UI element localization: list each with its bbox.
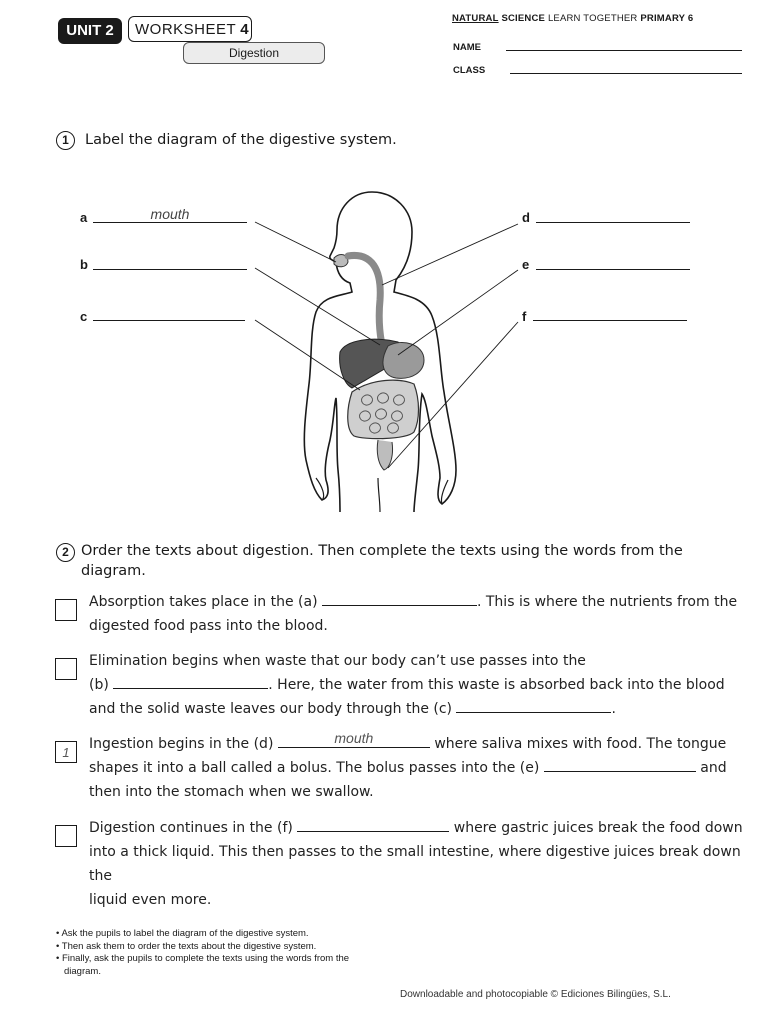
label-b-letter: b (80, 257, 88, 272)
absorption-line-1b: . This is where the nutrients from the (476, 594, 738, 610)
question-2-line-2: diagram. (81, 563, 146, 579)
stomach-shape (383, 342, 424, 378)
order-box-ingestion[interactable]: 1 (55, 741, 77, 763)
label-f-letter: f (522, 309, 527, 324)
label-a-answer: mouth (150, 206, 190, 222)
elimination-line-3b: . (611, 701, 616, 717)
question-2-line-1: Order the texts about digestion. Then complete the texts using the words from the (81, 543, 683, 559)
label-e-letter: e (522, 257, 530, 272)
teacher-notes (56, 928, 366, 978)
blank-b[interactable] (113, 673, 268, 689)
note-1: • Ask the pupils to label the diagram of the digestive system. (56, 928, 309, 939)
series-learn: LEARN TOGETHER (547, 13, 638, 24)
ingestion-line-1b: where saliva mixes with food. The tongue (434, 736, 727, 752)
series-natural: NATURAL (452, 13, 499, 24)
note-3: • Finally, ask the pupils to complete the texts using the words from the diagram. (56, 953, 350, 977)
question-2-number: 2 (56, 543, 75, 562)
digestion-line-1a: Digestion continues in the (f) (89, 820, 293, 836)
ingestion-line-2a: shapes it into a ball called a bolus. The bolus passes into the (e) (89, 760, 540, 776)
worksheet-word: WORKSHEET (135, 21, 237, 38)
elimination-line-2a: (b) (89, 677, 109, 693)
blank-d-answer: mouth (334, 730, 374, 746)
ingestion-line-2b: and (700, 760, 727, 776)
text-ingestion (89, 732, 739, 804)
pointer-b (255, 268, 380, 345)
esophagus-shape (348, 255, 384, 352)
order-box-elimination[interactable] (55, 658, 77, 680)
name-label: NAME (453, 42, 481, 53)
elimination-line-3a: and the solid waste leaves our body through the (c) (89, 701, 453, 717)
absorption-line-2: digested food pass into the blood. (89, 618, 328, 634)
text-elimination (89, 649, 739, 721)
order-box-absorption[interactable] (55, 599, 77, 621)
label-c-letter: c (80, 309, 88, 324)
absorption-line-1a: Absorption takes place in the (a) (89, 594, 318, 610)
digestion-line-1b: where gastric juices break the food down (453, 820, 743, 836)
label-a-letter: a (80, 210, 88, 225)
note-2: • Then ask them to order the texts about the digestive system. (56, 940, 317, 952)
text-absorption (89, 590, 739, 638)
ingestion-line-3: then into the stomach when we swallow. (89, 784, 374, 800)
digestion-line-2: into a thick liquid. This then passes to the small intestine, where digestive juices break down the (89, 844, 741, 884)
shoulder-detail (316, 478, 448, 504)
blank-f[interactable] (297, 816, 449, 832)
blank-c[interactable] (456, 697, 611, 713)
question-1-number: 1 (56, 131, 75, 150)
unit-badge: UNIT 2 (58, 18, 122, 44)
pointer-d (382, 224, 518, 285)
question-2-text (81, 541, 731, 581)
label-d-letter: d (522, 210, 530, 225)
pointer-a (255, 222, 336, 262)
ingestion-line-1a: Ingestion begins in the (d) (89, 736, 274, 752)
elimination-line-1: Elimination begins when waste that our body can’t use passes into the (89, 653, 586, 669)
blank-a[interactable] (322, 590, 477, 606)
series-primary: PRIMARY 6 (640, 13, 694, 24)
order-box-digestion[interactable] (55, 825, 77, 847)
class-label: CLASS (453, 65, 486, 76)
text-digestion (89, 816, 749, 912)
footer-copyright: Downloadable and photocopiable © Ediciones Bilingües, S.L. (400, 989, 671, 1000)
question-1-text: Label the diagram of the digestive system. (85, 132, 397, 148)
worksheet-number: 4 (240, 21, 250, 38)
leg-gap (378, 478, 380, 512)
blank-e[interactable] (544, 756, 696, 772)
blank-d[interactable] (278, 732, 430, 748)
digestion-line-3: liquid even more. (89, 892, 212, 908)
elimination-line-2b: . Here, the water from this waste is absorbed back into the blood (268, 677, 725, 693)
series-science: SCIENCE (501, 13, 546, 24)
topic-pill: Digestion (183, 42, 325, 64)
